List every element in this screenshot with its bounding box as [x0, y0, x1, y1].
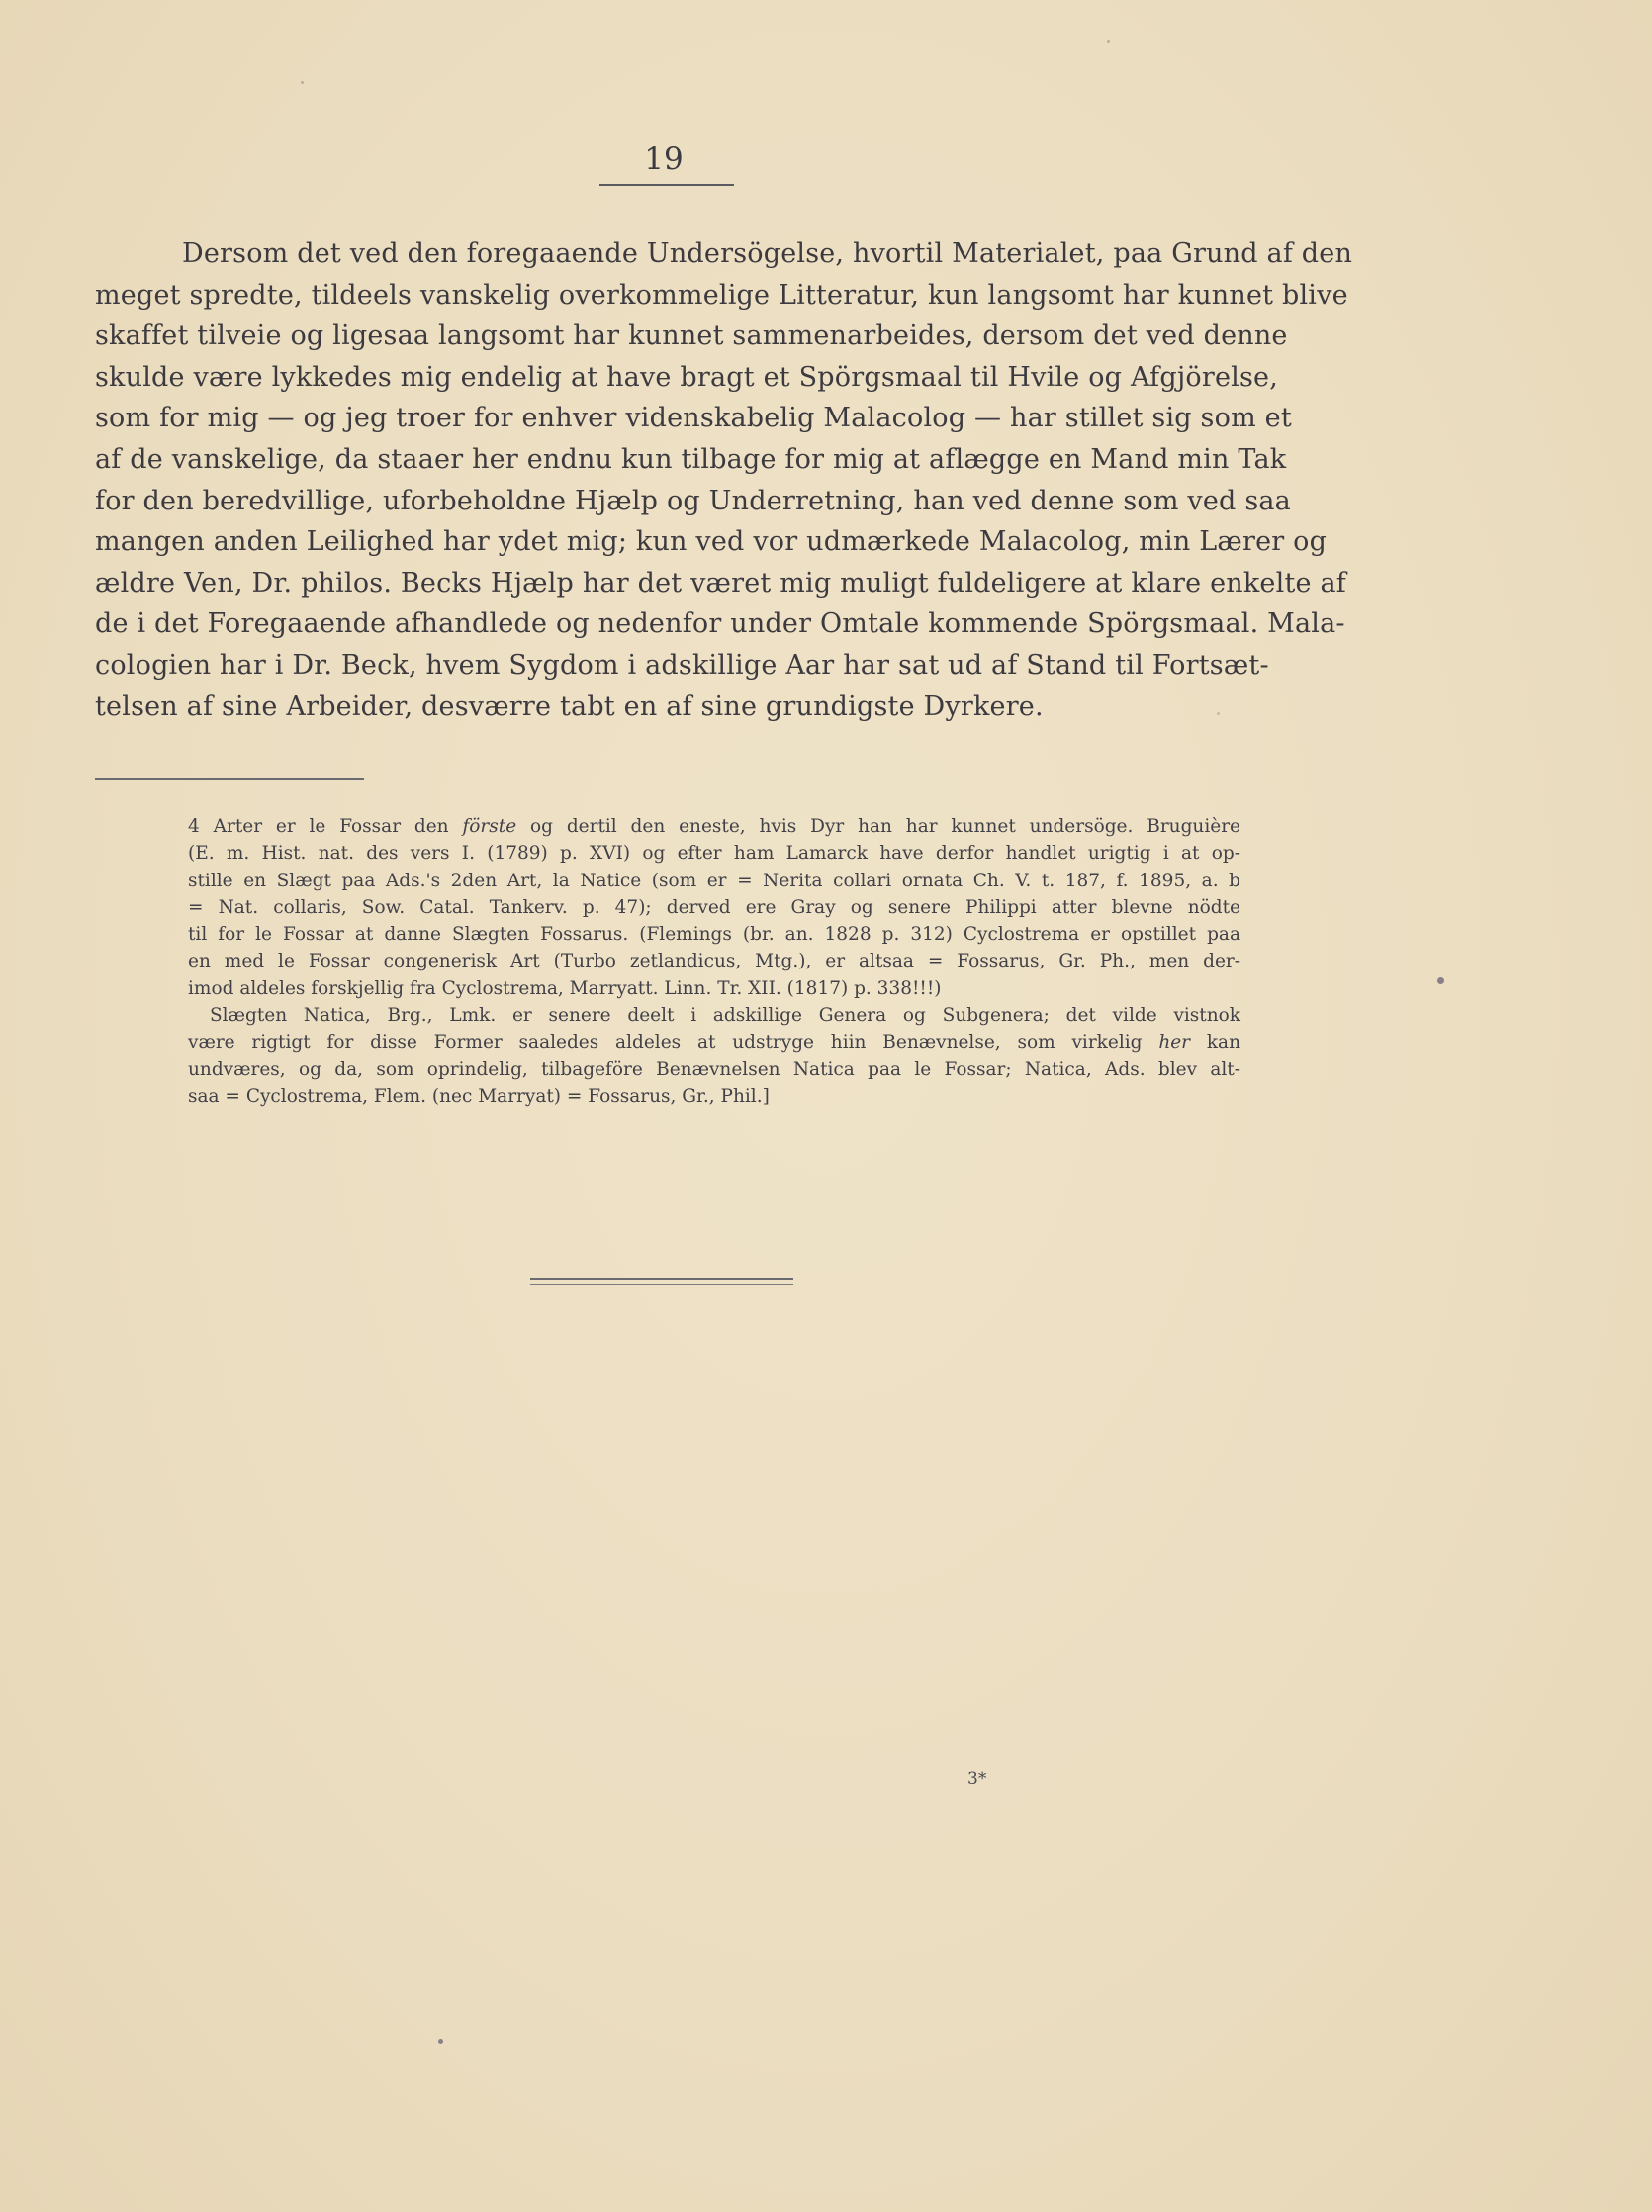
- footnote-line: undværes, og da, som oprindelig, tilbageföre Benævnelsen Natica paa le Fossar; Natica, Ads. blev alt-: [188, 1059, 1240, 1080]
- footnote-line: en med le Fossar congenerisk Art (Turbo zetlandicus, Mtg.), er altsaa = Fossarus, Gr. Ph., men der-: [188, 951, 1240, 972]
- paragraph-line: for den beredvillige, uforbeholdne Hjælp og Underretning, han ved denne som ved saa: [95, 485, 1291, 516]
- paragraph-line: skulde være lykkedes mig endelig at have bragt et Spörgsmaal til Hvile og Afgjörelse,: [95, 361, 1279, 393]
- end-rule-top: [530, 1278, 793, 1280]
- paragraph-line: de i det Foregaaende afhandlede og nedenfor under Omtale kommende Spörgsmaal. Mala-: [95, 608, 1345, 640]
- footnote-line: saa = Cyclostrema, Flem. (nec Marryat) = Fossarus, Gr., Phil.]: [188, 1085, 770, 1107]
- printer-signature: 3*: [967, 1769, 987, 1789]
- paragraph-line: ældre Ven, Dr. philos. Becks Hjælp har det været mig muligt fuldeligere at klare enkelte af: [95, 567, 1346, 599]
- footnote-line: (E. m. Hist. nat. des vers I. (1789) p. XVI) og efter ham Lamarck have derfor handlet urigtig i at op-: [188, 843, 1240, 865]
- footnotes: [188, 813, 1240, 1110]
- paragraph-line: som for mig — og jeg troer for enhver videnskabelig Malacolog — har stillet sig som et: [95, 403, 1292, 434]
- page-number-rule: [599, 184, 734, 186]
- end-ornament-rule: [530, 1278, 793, 1285]
- footnote-line: imod aldeles forskjellig fra Cyclostrema, Marryatt. Linn. Tr. XII. (1817) p. 338!!!): [188, 977, 942, 999]
- footnote-emphasis: her: [1158, 1032, 1191, 1054]
- footnote-line: = Nat. collaris, Sow. Catal. Tankerv. p. 47); derved ere Gray og senere Philippi atter blevne nödte: [188, 896, 1240, 918]
- footnote-text: og dertil den eneste, hvis Dyr han har kunnet undersöge. Bruguière: [516, 816, 1240, 837]
- paragraph-line: skaffet tilveie og ligesaa langsomt har kunnet sammenarbeides, dersom det ved denne: [95, 321, 1288, 352]
- footnote-text: 4 Arter er le Fossar den: [188, 816, 463, 837]
- paragraph-line: telsen af sine Arbeider, desværre tabt en af sine grundigste Dyrkere.: [95, 691, 1044, 722]
- paragraph-line: af de vanskelige, da staaer her endnu kun tilbage for mig at aflægge en Mand min Tak: [95, 443, 1287, 475]
- paragraph-line: mangen anden Leilighed har ydet mig; kun ved vor udmærkede Malacolog, min Lærer og: [95, 526, 1328, 558]
- footnote-line: [188, 813, 1240, 840]
- paper-speck: [1107, 40, 1110, 43]
- end-rule-bottom: [530, 1284, 793, 1285]
- page-number: 19: [644, 141, 684, 177]
- footnote-line: til for le Fossar at danne Slægten Fossarus. (Flemings (br. an. 1828 p. 312) Cyclostrema er opstillet paa: [188, 924, 1240, 946]
- paper-speck: [1217, 712, 1220, 715]
- footnote-separator: [95, 778, 364, 780]
- paragraph-line: Dersom det ved den foregaaende Undersögelse, hvortil Materialet, paa Grund af den: [182, 238, 1353, 269]
- footnote-line: [188, 1029, 1240, 1056]
- paper-speck: [438, 2039, 443, 2044]
- paragraph-line: cologien har i Dr. Beck, hvem Sygdom i adskillige Aar har sat ud af Stand til Fortsæt-: [95, 649, 1269, 681]
- footnote-emphasis: förste: [462, 816, 517, 837]
- paper-speck: [1437, 977, 1444, 984]
- paragraph-line: meget spredte, tildeels vanskelig overkommelige Litteratur, kun langsomt har kunnet blive: [95, 279, 1348, 311]
- paper-speck: [301, 81, 304, 84]
- footnote-text: kan: [1190, 1032, 1240, 1054]
- footnote-line: stille en Slægt paa Ads.'s 2den Art, la Natice (som er = Nerita collari ornata Ch. V. t. 187, f. 1895, a. b: [188, 870, 1240, 891]
- footnote-text: være rigtigt for disse Former saaledes aldeles at udstryge hiin Benævnelse, som virkelig: [188, 1032, 1159, 1054]
- footnote-line: Slægten Natica, Brg., Lmk. er senere deelt i adskillige Genera og Subgenera; det vilde vistnok: [210, 1005, 1240, 1027]
- main-paragraph: [95, 233, 1353, 727]
